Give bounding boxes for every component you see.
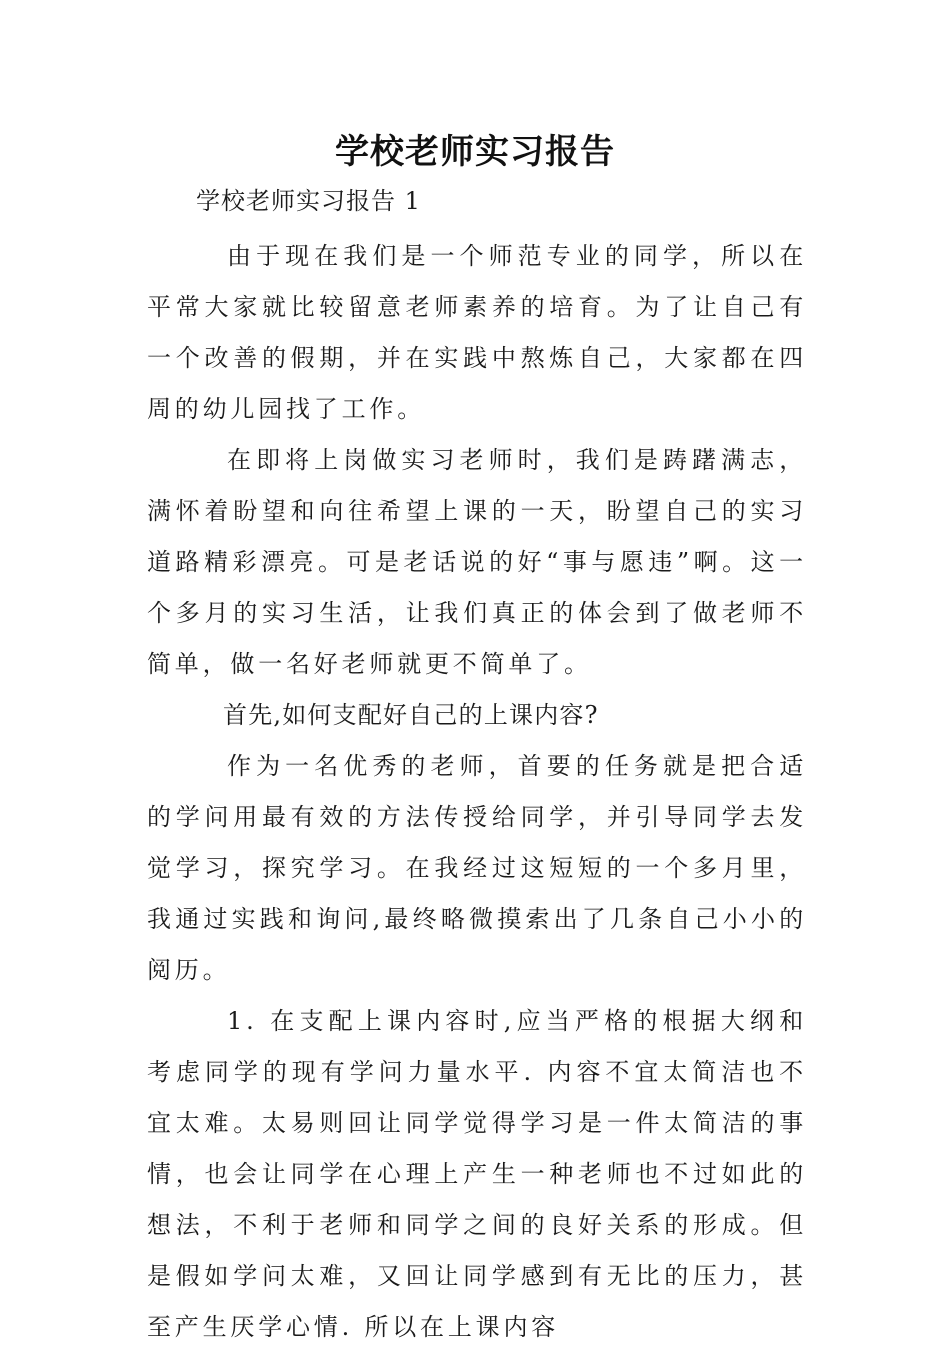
section-question: 首先,如何支配好自己的上课内容? (223, 701, 599, 729)
paragraph: 在即将上岗做实习老师时，我们是踌躇满志，满怀着盼望和向往希望上课的一天，盼望自己的实习道路精彩漂亮。可是老话说的好“事与愿违”啊。这一个多月的实习生活，让我们真正的体会到了做老师不简单，做一名好老师就更不简单了。 (147, 446, 807, 678)
paragraph: 作为一名优秀的老师，首要的任务就是把合适的学问用最有效的方法传授给同学，并引导同学去发觉学习，探究学习。在我经过这短短的一个多月里，我通过实践和询问,最终略微摸索出了几条自己小小的阅历。 (147, 752, 807, 984)
document-body (147, 231, 807, 1353)
document-title: 学校老师实习报告 (335, 132, 615, 172)
paragraph: 由于现在我们是一个师范专业的同学，所以在平常大家就比较留意老师素养的培育。为了让自己有一个改善的假期，并在实践中熬炼自己，大家都在四周的幼儿园找了工作。 (147, 242, 807, 423)
paragraph: 1. 在支配上课内容时,应当严格的根据大纲和考虑同学的现有学问力量水平. 内容不宜太简洁也不宜太难。太易则回让同学觉得学习是一件太简洁的事情，也会让同学在心理上产生一种老师也不过如此的想法，不利于老师和同学之间的良好关系的形成。但是假如学问太难，又回让同学感到有无比的压力，甚至产生厌学心情. 所以在上课内容 (147, 1007, 807, 1341)
document-subtitle: 学校老师实习报告 1 (196, 187, 421, 215)
